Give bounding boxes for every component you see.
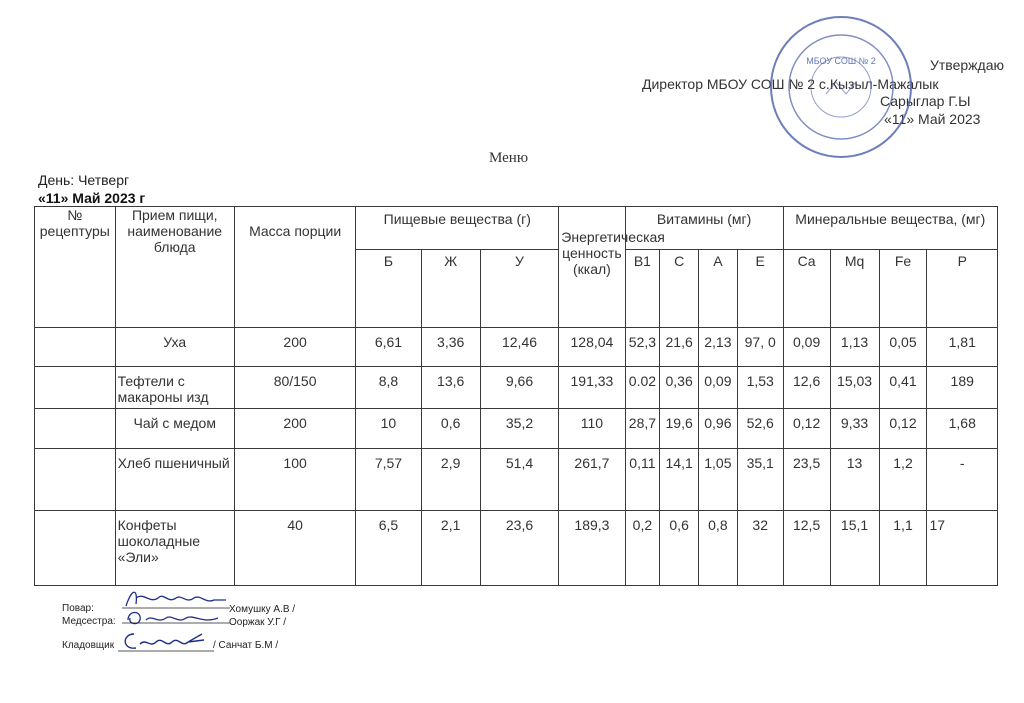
cell-fe: 1,1 xyxy=(879,511,927,586)
cell-ca: 0,12 xyxy=(783,409,830,449)
cell-energy: 261,7 xyxy=(559,449,625,511)
cell-zh: 2,9 xyxy=(421,449,480,511)
table-row xyxy=(35,409,998,449)
cell-mass: 200 xyxy=(234,328,355,367)
cell-ca: 12,6 xyxy=(783,367,830,409)
cell-p: 189 xyxy=(927,367,998,409)
sign-name-storekeeper: / Санчат Б.М / xyxy=(213,640,279,651)
sub-ca: Ca xyxy=(783,250,830,328)
approval-director: Директор МБОУ СОШ № 2 с.Кызыл-Мажалык xyxy=(642,76,939,92)
cell-u: 35,2 xyxy=(480,409,559,449)
cell-ca: 0,09 xyxy=(783,328,830,367)
cell-recipe xyxy=(35,511,116,586)
sign-role-storekeeper: Кладовщик xyxy=(62,640,115,651)
approval-name: Сарыглар Г.Ы xyxy=(880,93,971,109)
cell-b1: 0,2 xyxy=(625,511,660,586)
approval-date: «11» Май 2023 xyxy=(884,111,981,127)
cell-b: 7,57 xyxy=(356,449,421,511)
cell-a: 0,09 xyxy=(699,367,738,409)
cell-e: 52,6 xyxy=(737,409,783,449)
stamp-text: МБОУ СОШ № 2 xyxy=(806,56,876,66)
sign-role-nurse: Медсестра: xyxy=(62,616,116,627)
cell-mg: 9,33 xyxy=(830,409,879,449)
sub-b: Б xyxy=(356,250,421,328)
cell-c: 0,6 xyxy=(660,511,699,586)
cell-mass: 40 xyxy=(234,511,355,586)
cell-zh: 13,6 xyxy=(421,367,480,409)
col-vitamins: Витамины (мг) xyxy=(625,207,783,250)
col-recipe: № рецептуры xyxy=(35,207,116,328)
cell-u: 9,66 xyxy=(480,367,559,409)
approval-word: Утверждаю xyxy=(930,57,1004,73)
menu-table xyxy=(34,206,998,586)
table-row xyxy=(35,328,998,367)
cell-zh: 0,6 xyxy=(421,409,480,449)
cell-a: 1,05 xyxy=(699,449,738,511)
cell-recipe xyxy=(35,449,116,511)
table-row xyxy=(35,367,998,409)
cell-energy: 191,33 xyxy=(559,367,625,409)
cell-b: 8,8 xyxy=(356,367,421,409)
cell-b1: 28,7 xyxy=(625,409,660,449)
cell-zh: 2,1 xyxy=(421,511,480,586)
cell-energy: 189,3 xyxy=(559,511,625,586)
table-row xyxy=(35,511,998,586)
sub-u: У xyxy=(480,250,559,328)
cell-dish: Уха xyxy=(115,328,234,367)
cell-e: 97, 0 xyxy=(737,328,783,367)
cell-a: 0,8 xyxy=(699,511,738,586)
cell-p: 1,68 xyxy=(927,409,998,449)
cell-ca: 12,5 xyxy=(783,511,830,586)
cell-mg: 13 xyxy=(830,449,879,511)
col-minerals: Минеральные вещества, (мг) xyxy=(783,207,997,250)
page-title: Меню xyxy=(489,150,529,166)
cell-zh: 3,36 xyxy=(421,328,480,367)
cell-mass: 100 xyxy=(234,449,355,511)
cell-fe: 1,2 xyxy=(879,449,927,511)
menu-date: «11» Май 2023 г xyxy=(38,190,146,206)
cell-mass: 80/150 xyxy=(234,367,355,409)
cell-p: 1,81 xyxy=(927,328,998,367)
sub-a: А xyxy=(699,250,738,328)
cell-fe: 0,12 xyxy=(879,409,927,449)
header-row xyxy=(35,207,998,250)
cell-recipe xyxy=(35,367,116,409)
cell-u: 51,4 xyxy=(480,449,559,511)
cell-c: 0,36 xyxy=(660,367,699,409)
col-energy: Энергетическая ценность (ккал) xyxy=(559,207,625,328)
cell-energy: 110 xyxy=(559,409,625,449)
cell-b1: 0.02 xyxy=(625,367,660,409)
signature-nurse xyxy=(122,608,232,628)
cell-energy: 128,04 xyxy=(559,328,625,367)
cell-recipe xyxy=(35,328,116,367)
cell-fe: 0,05 xyxy=(879,328,927,367)
sub-zh: Ж xyxy=(421,250,480,328)
cell-b1: 0,11 xyxy=(625,449,660,511)
signature-storekeeper xyxy=(118,628,214,654)
col-meal: Прием пищи, наименование блюда xyxy=(115,207,234,328)
cell-dish: Хлеб пшеничный xyxy=(115,449,234,511)
cell-b: 6,5 xyxy=(356,511,421,586)
sub-fe: Fe xyxy=(879,250,927,328)
sign-name-nurse: Ооржак У.Г / xyxy=(229,617,287,628)
cell-a: 0,96 xyxy=(699,409,738,449)
cell-u: 23,6 xyxy=(480,511,559,586)
cell-u: 12,46 xyxy=(480,328,559,367)
cell-e: 32 xyxy=(737,511,783,586)
sign-role-cook: Повар: xyxy=(62,603,94,614)
col-mass: Масса порции xyxy=(234,207,355,328)
table-row xyxy=(35,449,998,511)
sub-mg: Mq xyxy=(830,250,879,328)
cell-b: 10 xyxy=(356,409,421,449)
sub-e: Е xyxy=(737,250,783,328)
sub-p: P xyxy=(927,250,998,328)
cell-recipe xyxy=(35,409,116,449)
cell-b1: 52,3 xyxy=(625,328,660,367)
sign-name-cook: Хомушку А.В / xyxy=(229,604,296,615)
col-nutrients: Пищевые вещества (г) xyxy=(356,207,559,250)
cell-dish: Тефтели с макароны изд xyxy=(115,367,234,409)
cell-b: 6,61 xyxy=(356,328,421,367)
cell-e: 35,1 xyxy=(737,449,783,511)
cell-e: 1,53 xyxy=(737,367,783,409)
cell-mass: 200 xyxy=(234,409,355,449)
sub-b1: В1 xyxy=(625,250,660,328)
sub-c: С xyxy=(660,250,699,328)
cell-ca: 23,5 xyxy=(783,449,830,511)
cell-c: 21,6 xyxy=(660,328,699,367)
cell-dish: Конфеты шоколадные «Эли» xyxy=(115,511,234,586)
menu-day: День: Четверг xyxy=(38,172,130,188)
cell-c: 14,1 xyxy=(660,449,699,511)
cell-mg: 1,13 xyxy=(830,328,879,367)
cell-p: 17 xyxy=(927,511,998,586)
cell-p: - xyxy=(927,449,998,511)
cell-dish: Чай с медом xyxy=(115,409,234,449)
cell-a: 2,13 xyxy=(699,328,738,367)
cell-mg: 15,1 xyxy=(830,511,879,586)
cell-c: 19,6 xyxy=(660,409,699,449)
official-stamp xyxy=(766,12,916,162)
cell-fe: 0,41 xyxy=(879,367,927,409)
cell-mg: 15,03 xyxy=(830,367,879,409)
